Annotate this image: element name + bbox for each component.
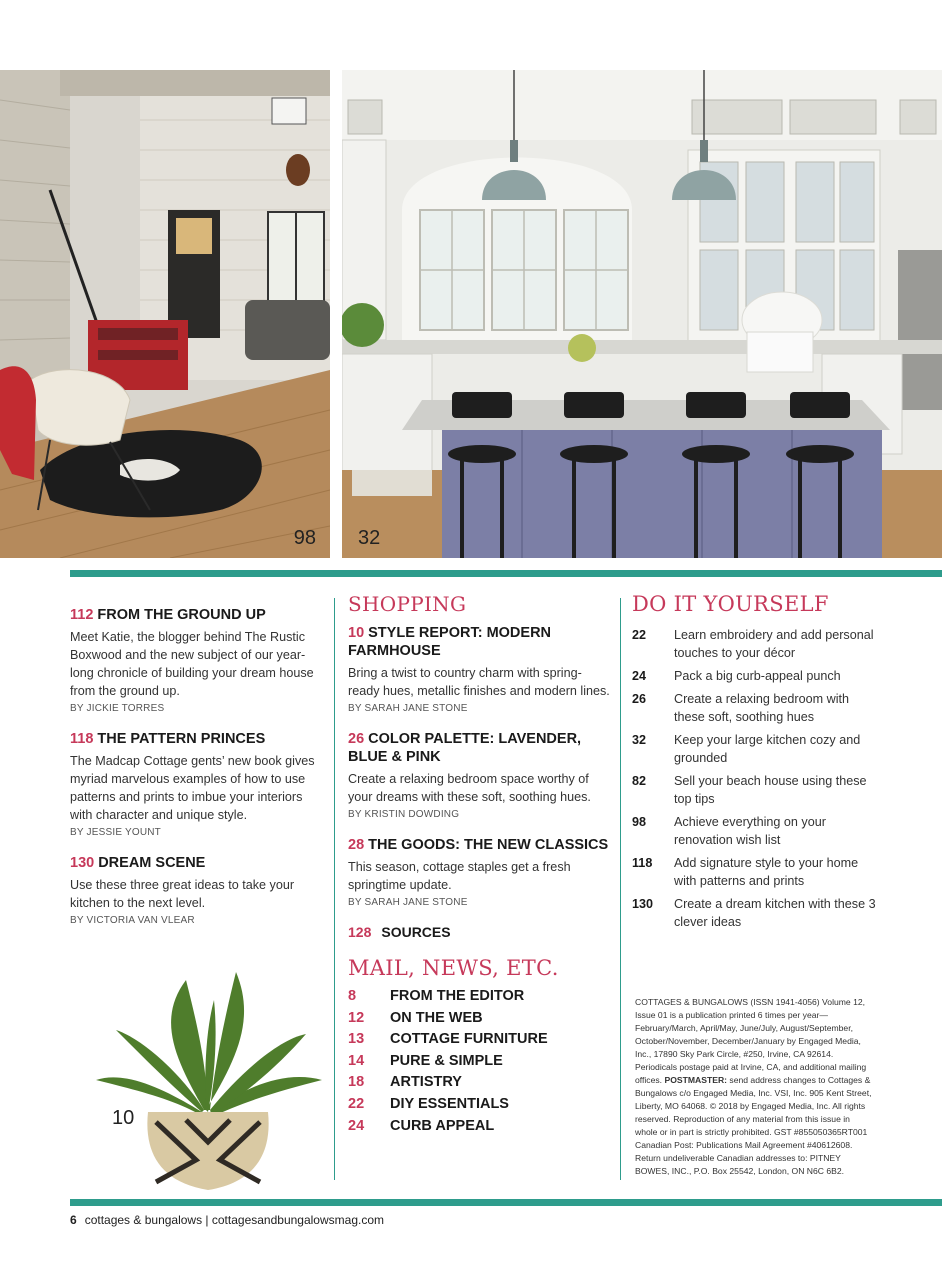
mail-page: 13 [348, 1031, 365, 1048]
postmaster-label: POSTMASTER: [664, 1075, 728, 1085]
shopping-byline: BY KRISTIN DOWDING [348, 809, 460, 820]
page-footer [70, 1213, 384, 1227]
mail-label: CURB APPEAL [390, 1117, 495, 1134]
mail-item[interactable] [348, 1008, 610, 1030]
feature-title: FROM THE GROUND UP [97, 607, 266, 623]
shopping-page: 26 [348, 731, 365, 747]
feature-byline: BY VICTORIA VAN VLEAR [70, 915, 195, 926]
diy-page: 82 [632, 774, 647, 788]
diy-page: 26 [632, 692, 647, 706]
diy-item[interactable] [632, 772, 878, 808]
mail-item[interactable] [348, 986, 610, 1008]
diy-item[interactable] [632, 667, 878, 685]
mail-page: 24 [348, 1117, 365, 1134]
shopping-column [348, 592, 610, 1137]
diy-column [632, 592, 878, 936]
feature-byline: BY JESSIE YOUNT [70, 827, 161, 838]
features-column [70, 606, 326, 942]
diy-page: 118 [632, 856, 653, 870]
shopping-title: THE GOODS: THE NEW CLASSICS [368, 837, 609, 853]
diy-text: Learn embroidery and add personal touches to your décor [674, 628, 874, 660]
diy-page: 22 [632, 628, 647, 642]
living-room-photo [0, 70, 330, 558]
column-divider [334, 598, 335, 1180]
mail-item[interactable] [348, 1072, 610, 1094]
top-divider [70, 570, 942, 577]
publication-notice-part1: COTTAGES & BUNGALOWS (ISSN 1941-4056) Volume 12, Issue 01 is a publication printed 6 times per year—February/March, April/May, June/July, August/September, October/November, December/January by Engaged Media, Inc., 17890 Sky Park Circle, #250, Irvine, CA 92614. Periodicals postage paid at Irvine, CA, and additional mailing offices. [635, 997, 867, 1085]
diy-item[interactable] [632, 813, 878, 849]
diy-item[interactable] [632, 854, 878, 890]
feature-item[interactable] [70, 606, 326, 714]
feature-title: DREAM SCENE [98, 855, 206, 871]
mail-page: 14 [348, 1052, 365, 1069]
mail-page: 12 [348, 1009, 365, 1026]
feature-description: The Madcap Cottage gents’ new book gives myriad marvelous examples of how to use patterns and prints to imbue your interiors with character and unique style. [70, 754, 315, 822]
mail-item[interactable] [348, 1094, 610, 1116]
mail-item[interactable] [348, 1051, 610, 1073]
mail-label: FROM THE EDITOR [390, 988, 525, 1004]
feature-item[interactable] [70, 854, 326, 926]
shopping-title: STYLE REPORT: MODERN FARMHOUSE [348, 625, 552, 659]
shopping-item[interactable] [348, 730, 610, 820]
mail-page: 22 [348, 1095, 365, 1112]
feature-page: 118 [70, 731, 94, 747]
feature-item[interactable] [70, 730, 326, 838]
footer-text: cottages & bungalows | cottagesandbungalowsmag.com [84, 1213, 384, 1227]
kitchen-photo [342, 70, 942, 558]
column-divider [620, 598, 621, 1180]
diy-item[interactable] [632, 731, 878, 767]
diy-page: 130 [632, 897, 654, 911]
shopping-page: 28 [348, 837, 365, 853]
shopping-description: This season, cottage staples get a fresh springtime update. [348, 860, 571, 892]
shopping-heading: SHOPPING [348, 592, 467, 616]
mail-page: 8 [348, 988, 357, 1004]
feature-description: Use these three great ideas to take your kitchen to the next level. [70, 878, 295, 910]
diy-text: Achieve everything on your renovation wish list [674, 815, 826, 847]
shopping-item[interactable] [348, 836, 610, 908]
shopping-byline: BY SARAH JANE STONE [348, 897, 468, 908]
sources-page: 128 [348, 924, 372, 940]
mail-item[interactable] [348, 1116, 610, 1138]
mail-label: DIY ESSENTIALS [390, 1095, 509, 1112]
shopping-description: Create a relaxing bedroom space worthy of your dreams with these soft, soothing hues. [348, 772, 591, 804]
diy-text: Create a dream kitchen with these 3 clever ideas [674, 897, 876, 929]
mail-heading: MAIL, NEWS, ETC. [348, 956, 559, 980]
feature-page: 112 [70, 607, 94, 623]
page-number-label: 32 [358, 527, 381, 549]
plant-photo [86, 960, 326, 1200]
diy-text: Keep your large kitchen cozy and grounded [674, 733, 861, 765]
mail-page: 18 [348, 1074, 365, 1091]
shopping-byline: BY SARAH JANE STONE [348, 703, 468, 714]
diy-page: 32 [632, 733, 647, 747]
diy-text: Pack a big curb-appeal punch [674, 669, 841, 683]
shopping-page: 10 [348, 625, 365, 641]
diy-item[interactable] [632, 690, 878, 726]
mail-label: ARTISTRY [390, 1074, 462, 1091]
sources-item[interactable] [348, 924, 610, 940]
shopping-title: COLOR PALETTE: LAVENDER, BLUE & PINK [348, 731, 582, 765]
shopping-description: Bring a twist to country charm with spring-ready hues, metallic finishes and modern lines. [348, 666, 610, 698]
diy-text: Sell your beach house using these top tips [674, 774, 867, 806]
feature-byline: BY JICKIE TORRES [70, 703, 165, 714]
diy-item[interactable] [632, 895, 878, 931]
feature-page: 130 [70, 855, 95, 871]
mail-item[interactable] [348, 1029, 610, 1051]
diy-text: Add signature style to your home with patterns and prints [674, 856, 859, 888]
shopping-item[interactable] [348, 624, 610, 714]
mail-label: COTTAGE FURNITURE [390, 1031, 548, 1048]
publication-notice-part2: send address changes to Cottages & Bungalows c/o Engaged Media, Inc. VSI, Inc. 905 Kent Street, Liberty, MO 64068. © 2018 by Engaged Media, Inc. All rights reserved. Reproduction of any material from this issue in whole or in part is strictly prohibited. GST #855050365RT001 Canadian Post: Publications Mail Agreement #40612608. Return undeliverable Canadian addresses to: PITNEY BOWES, INC., P.O. Box 25542, London, ON N6C 6B2. [635, 1075, 872, 1176]
diy-page: 24 [632, 669, 647, 683]
bottom-divider [70, 1199, 942, 1206]
folio-number: 6 [70, 1213, 77, 1227]
diy-item[interactable] [632, 626, 878, 662]
page-number-label: 98 [293, 527, 316, 549]
feature-title: THE PATTERN PRINCES [97, 731, 266, 747]
sources-label: SOURCES [381, 924, 451, 940]
mail-label: PURE & SIMPLE [390, 1052, 503, 1069]
diy-page: 98 [632, 815, 647, 829]
diy-text: Create a relaxing bedroom with these soft, soothing hues [674, 692, 850, 724]
mail-label: ON THE WEB [390, 1009, 483, 1026]
diy-heading: DO IT YOURSELF [632, 592, 829, 616]
publication-notice [635, 996, 873, 1178]
feature-description: Meet Katie, the blogger behind The Rustic Boxwood and the new subject of our year-long chronicle of building your dream house from the ground up. [70, 630, 314, 698]
mail-list [348, 986, 610, 1137]
page-number-label: 10 [112, 1107, 135, 1129]
